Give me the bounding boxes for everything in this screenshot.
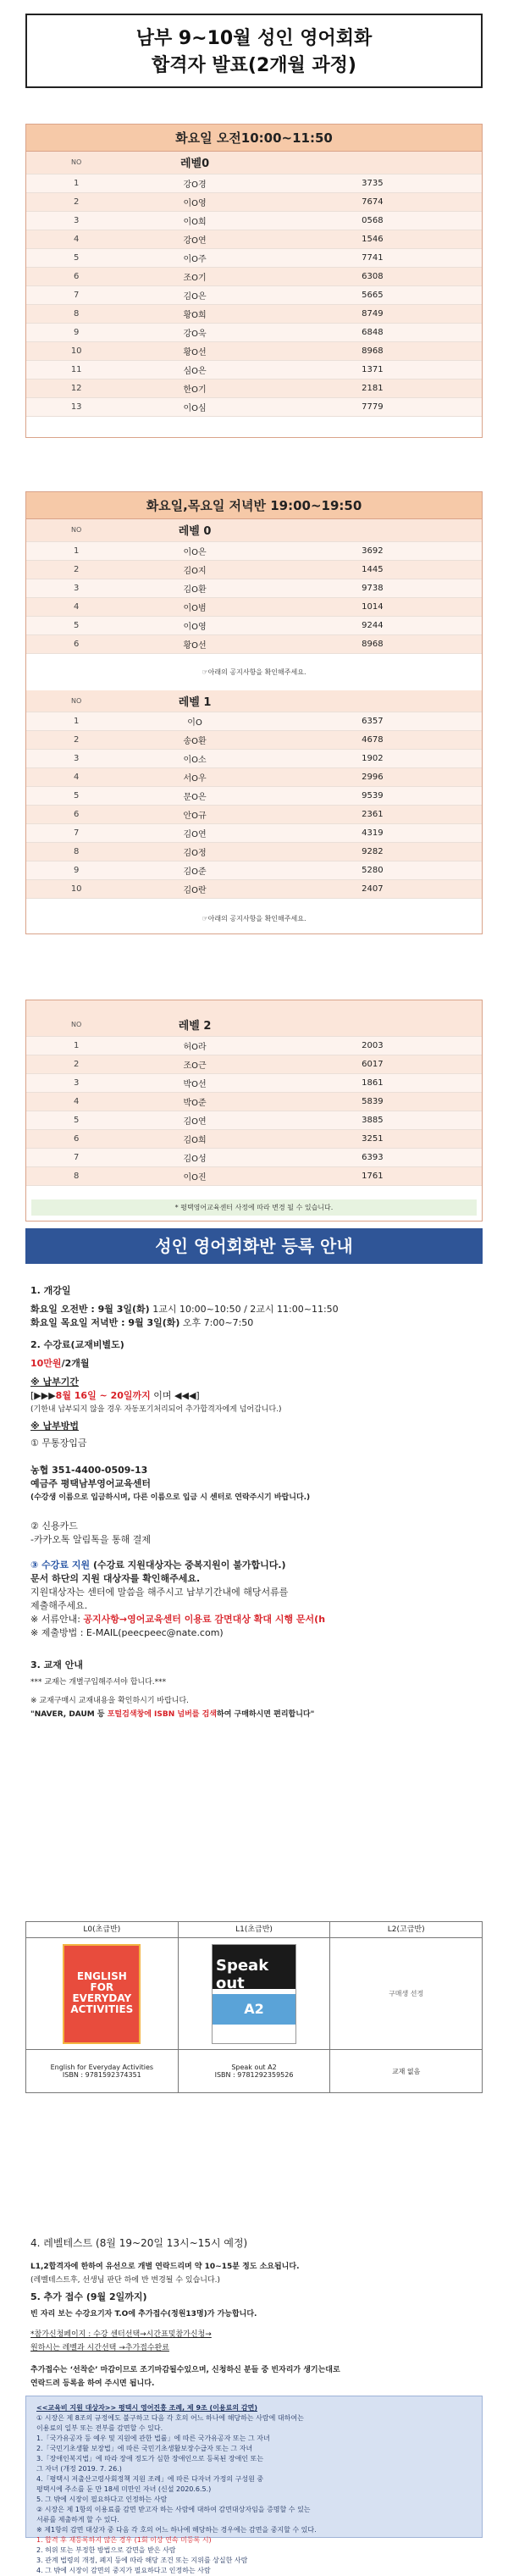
- applicant-name: 허O라: [126, 1036, 262, 1055]
- table-row: [26, 1111, 482, 1129]
- applicant-code: 1546: [263, 230, 482, 248]
- applicant-name: 이O심: [126, 397, 262, 416]
- applicant-name: 조O근: [126, 1055, 262, 1073]
- col-no-header: NO: [26, 1014, 126, 1036]
- applicant-name: 심O은: [126, 360, 262, 379]
- table-row: [26, 397, 482, 416]
- applicant-code: 2181: [263, 379, 482, 397]
- table-header-row: [26, 1014, 482, 1036]
- applicant-name: 이O진: [126, 1166, 262, 1185]
- applicant-name: 김O준: [126, 861, 262, 880]
- table-row: [26, 1129, 482, 1148]
- support-policy-box: <<교육비 지원 대상자>> 평택시 영어진흥 조례, 제 9조 (이용료의 감면) ① 시장은 제 8조의 규정에도 불구하고 다음 각 호의 어느 하나에 해당하는 사람에 대하여는 이용료의 일부 또는 전부를 감면할 수 있다. 1.「국가유공자 등 예우 및 지원에 관한 법률」에 따른 국가유공자 또는 그 자녀 2.「국민기초생활 보장법」에 따른 국민기초생활보장수급자 또는 그 자녀 3.「장애인복지법」에 따라 장애 정도가 심한 장애인으로 등록된 장애인 또는 그 자녀 (개정 2019. 7. 26.) 4.「평택시 저출산고령사회정책 지원 조례」에 따른 다자녀 가정의 구성원 중 평택시에 주소를 둔 만 18세 미만인 자녀 (신설 2020.6.5.) 5. 그 밖에 시장이 필요하다고 인정하는 사람 ② 시장은 제 1항의 이용료를 감면 받고자 하는 사람에 대하여 감면대상자임을 증명할 수 있는 서류를 제출하게 할 수 있다. ※ 제1항의 감면 대상자 중 다음 각 호의 어느 하나에 해당하는 경우에는 감면을 중지할 수 있다. 1. 합격 후 재등록하지 않은 경우 (1회 이상 연속 미등록 시) 2. 허위 또는 부정한 방법으로 감면을 받은 사람 3. 관계 법령의 개정, 폐지 등에 따라 해당 조건 또는 지위를 상실한 사람 4. 그 밖에 시장이 감면의 중지가 필요하다고 인정하는 사람: [25, 2396, 483, 2538]
- table-row: [26, 379, 482, 397]
- applicant-name: 황O희: [126, 304, 262, 323]
- section-header: 화요일,목요일 저녁반 19:00~19:50: [26, 492, 482, 519]
- table-row: [26, 541, 482, 560]
- level-label: 레벨 0: [126, 519, 262, 541]
- row-number: 6: [26, 267, 126, 285]
- book-name: English for Everyday Activities: [50, 2064, 154, 2071]
- applicant-code: 1761: [263, 1166, 482, 1185]
- table-row: [26, 843, 482, 861]
- applicant-name: 이O영: [126, 192, 262, 211]
- table-row: [26, 806, 482, 824]
- applicant-name: 강O연: [126, 230, 262, 248]
- table-row: [26, 230, 482, 248]
- section-5-title: 5. 추가 접수 (9월 2일까지): [30, 2291, 147, 2302]
- row-number: 7: [26, 1148, 126, 1166]
- table-row: [26, 323, 482, 341]
- table-row: [26, 712, 482, 731]
- applicant-name: 김O란: [126, 880, 262, 899]
- row-number: 6: [26, 806, 126, 824]
- applicant-code: 9539: [263, 787, 482, 806]
- applicant-code: 1371: [263, 360, 482, 379]
- row-number: 8: [26, 304, 126, 323]
- fee-amount: 10만원: [30, 1358, 62, 1369]
- table-row: [26, 1036, 482, 1055]
- applicant-code: 4319: [263, 824, 482, 843]
- applicant-code: 6393: [263, 1148, 482, 1166]
- page-title-box: [25, 14, 483, 88]
- row-number: 1: [26, 174, 126, 192]
- applicant-name: 한O기: [126, 379, 262, 397]
- applicant-code: 1902: [263, 750, 482, 768]
- table-row: [26, 579, 482, 597]
- application-guide: *참가신청페이지 : 수강 센터선택→시간표및참가신청→: [30, 2330, 212, 2339]
- row-number: 2: [26, 1055, 126, 1073]
- section-evening: [25, 491, 483, 934]
- applicant-name: 김O은: [126, 285, 262, 304]
- row-number: 5: [26, 1111, 126, 1129]
- table-header-row: [26, 152, 482, 174]
- notice-text: ☞아래의 공지사항을 확인해주세요.: [202, 915, 306, 922]
- table-row: [26, 192, 482, 211]
- applicant-code: 5839: [263, 1092, 482, 1111]
- row-number: 9: [26, 861, 126, 880]
- notice-text: ☞아래의 공지사항을 확인해주세요.: [202, 668, 306, 676]
- applicant-code: 1445: [263, 560, 482, 579]
- document-link[interactable]: 공지사항→영어교육센터 이용료 감면대상 확대 시행 문서(h: [83, 1614, 326, 1625]
- email-contact: ※ 제출방법 : E-MAIL(peecpeec@nate.com): [30, 1627, 224, 1638]
- notice-text: * 평택영어교육센터 사정에 따라 변경 될 수 있습니다.: [31, 1199, 477, 1216]
- applicant-code: 2996: [263, 768, 482, 787]
- table-row: [26, 560, 482, 579]
- applicant-code: 5665: [263, 285, 482, 304]
- row-number: 5: [26, 616, 126, 634]
- table-row: [26, 267, 482, 285]
- table-row: [26, 597, 482, 616]
- table-row: [26, 285, 482, 304]
- book-header-l1: L1(초급반): [179, 1922, 331, 1937]
- section-4-title: 4. 레벨테스트 (8월 19~20일 13시~15시 예정): [30, 2237, 248, 2249]
- applicant-code: 6308: [263, 267, 482, 285]
- book-name: 교재 없음: [391, 2067, 421, 2075]
- applicant-name: 황O선: [126, 341, 262, 360]
- row-number: 2: [26, 731, 126, 750]
- applicant-code: 8968: [263, 634, 482, 653]
- applicant-code: 3735: [263, 174, 482, 192]
- col-no-header: NO: [26, 519, 126, 541]
- table-row: [26, 1166, 482, 1185]
- table-row: [26, 1073, 482, 1092]
- section-header: 화요일 오전10:00~11:50: [26, 125, 482, 152]
- section-level2: [25, 1000, 483, 1222]
- table-row: [26, 861, 482, 880]
- registration-info: 1. 개강일 화요일 오전반 : 9월 3일(화) 1교시 10:00~10:50 / 2교시 11:00~11:50 화요일 목요일 저녁반 : 9월 3일(화) 오후 7:00~7:50 2. 수강료(교재비별도) 10만원/2개월 ※ 납부기간 [▶▶▶8월 16일 ~ 20일까지 이며 ◀◀◀] (기한내 납부되지 않을 경우 자동포기처리되어 추가합격자에게 넘어갑니다.) ※ 납부방법 ① 무통장입금 농협 351-4400-0509-13 예금주 평택남부영어교육센터 (수강생 이름으로 입금하시며, 다른 이름으로 입금 시 센터로 연락주시기 바랍니다.) ② 신용카드 -카카오톡 알림톡을 통해 결제 ③ 수강료 지원 (수강료 지원대상자는 중복지원이 불가합니다.) 문서 하단의 지원 대상자를 확인해주세요. 지원대상자는 센터에 말씀을 해주시고 납부기간내에 해당서류를 제출해주세요. ※ 서류안내: 공지사항→영어교육센터 이용료 감면대상 확대 시행 문서(h ※ 제출방법 : E-MAIL(peecpeec@nate.com) 3. 교재 안내 *** 교재는 개별구입해주셔야 합니다.*** ※ 교재구매시 교재내용을 확인하시기 바랍니다. "NAVER, DAUM 등 포털검색창에 ISBN 넘버를 검색하여 구매하시면 편리합니다": [30, 1284, 479, 1721]
- book-cover-everyday-activities: ENGLISH FOR EVERYDAY ACTIVITIES: [63, 1944, 141, 2044]
- book-header-l0: L0(초급반): [26, 1922, 179, 1937]
- applicant-name: 김O연: [126, 1111, 262, 1129]
- applicant-name: 강O경: [126, 174, 262, 192]
- applicant-name: 김O지: [126, 560, 262, 579]
- applicant-code: 6017: [263, 1055, 482, 1073]
- applicant-code: 5280: [263, 861, 482, 880]
- applicant-code: 6848: [263, 323, 482, 341]
- table-row: [26, 787, 482, 806]
- applicant-code: 7741: [263, 248, 482, 267]
- table-row: [26, 211, 482, 230]
- row-number: 8: [26, 1166, 126, 1185]
- applicant-name: 이O영: [126, 616, 262, 634]
- table-row: [26, 616, 482, 634]
- applicant-code: 9282: [263, 843, 482, 861]
- page-title: 남부 9~10월 성인 영어회화: [135, 28, 373, 49]
- section-2-title: 2. 수강료(교재비별도): [30, 1339, 124, 1350]
- applicant-name: 김O정: [126, 843, 262, 861]
- table-row: [26, 731, 482, 750]
- section-tuesday-morning: [25, 124, 483, 438]
- applicant-code: 1014: [263, 597, 482, 616]
- row-number: 1: [26, 1036, 126, 1055]
- row-number: 6: [26, 634, 126, 653]
- table-row: [26, 1055, 482, 1073]
- results-table: [26, 152, 482, 417]
- book-isbn: ISBN : 9781292359526: [214, 2071, 294, 2079]
- results-table-level0: [26, 519, 482, 654]
- applicant-code: 4678: [263, 731, 482, 750]
- table-header-row: [26, 690, 482, 712]
- applicant-name: 이O: [126, 712, 262, 731]
- table-row: [26, 634, 482, 653]
- applicant-code: 9738: [263, 579, 482, 597]
- applicant-code: 3251: [263, 1129, 482, 1148]
- row-number: 6: [26, 1129, 126, 1148]
- level-label: 레벨 2: [126, 1014, 262, 1036]
- row-number: 7: [26, 285, 126, 304]
- applicant-name: 이O범: [126, 597, 262, 616]
- applicant-code: 9244: [263, 616, 482, 634]
- row-number: 7: [26, 824, 126, 843]
- applicant-name: 박O준: [126, 1092, 262, 1111]
- col-no-header: NO: [26, 152, 126, 174]
- applicant-name: 문O은: [126, 787, 262, 806]
- row-number: 5: [26, 787, 126, 806]
- row-number: 1: [26, 712, 126, 731]
- row-number: 12: [26, 379, 126, 397]
- registration-banner: 성인 영어회화반 등록 안내: [25, 1228, 483, 1264]
- col-no-header: NO: [26, 690, 126, 712]
- row-number: 3: [26, 211, 126, 230]
- table-row: [26, 174, 482, 192]
- payment-period: 8월 16일 ~ 20일까지: [55, 1390, 151, 1401]
- results-table-level1: [26, 690, 482, 900]
- bank-account: 농협 351-4400-0509-13: [30, 1465, 148, 1476]
- applicant-code: 0568: [263, 211, 482, 230]
- applicant-name: 강O욱: [126, 323, 262, 341]
- table-row: [26, 341, 482, 360]
- row-number: 9: [26, 323, 126, 341]
- applicant-name: 송O환: [126, 731, 262, 750]
- applicant-code: 2407: [263, 880, 482, 899]
- table-row: [26, 304, 482, 323]
- table-header-row: [26, 519, 482, 541]
- applicant-code: 7674: [263, 192, 482, 211]
- table-row: [26, 1148, 482, 1166]
- book-name: Speak out A2: [231, 2064, 277, 2071]
- applicant-code: 7779: [263, 397, 482, 416]
- section-1-title: 1. 개강일: [30, 1285, 71, 1296]
- applicant-code: 8968: [263, 341, 482, 360]
- applicant-name: 김O연: [126, 824, 262, 843]
- applicant-name: 이O소: [126, 750, 262, 768]
- section-3-title: 3. 교재 안내: [30, 1659, 83, 1670]
- registration-info-2: 4. 레벨테스트 (8월 19~20일 13시~15시 예정) L1,2합격자에 한하여 유선으로 개별 연락드리며 약 10~15분 정도 소요됩니다. (레벨테스트후, 선생님 판단 하에 반 변경될 수 있습니다.) 5. 추가 접수 (9월 2일까지) 빈 자리 보는 수강요기자 T.O에 추가접수(정원13명)가 가능합니다. *참가신청페이지 : 수강 센터선택→시간표및참가신청→ 원하시는 레벨과 시간선택 →추가접수완료 추가접수는 ‘선착순’ 마감이므로 조기마감될수있으며, 신청하신 분들 중 빈자리가 생기는대로 연락드려 등록을 하여 주시면 됩니다.: [30, 2236, 479, 2390]
- book-isbn: ISBN : 9781592374351: [62, 2071, 141, 2079]
- applicant-code: 3692: [263, 541, 482, 560]
- applicant-name: 이O은: [126, 541, 262, 560]
- level-label: 레벨 1: [126, 690, 262, 712]
- table-row: [26, 360, 482, 379]
- applicant-code: 3885: [263, 1111, 482, 1129]
- applicant-name: 안O규: [126, 806, 262, 824]
- row-number: 10: [26, 880, 126, 899]
- table-row: [26, 880, 482, 899]
- row-number: 3: [26, 750, 126, 768]
- table-row: [26, 824, 482, 843]
- textbook-table: L0(초급반) L1(초급반) L2(고급반) ENGLISH FOR EVERYDAY ACTIVITIES Speak out A2 구매생 선정 English for Everyday Activities ISBN : 9781592374351 Speak out A2 ISBN : 9781292359526 교재 없음: [25, 1921, 483, 2093]
- level-label: 레벨0: [126, 152, 262, 174]
- row-number: 8: [26, 843, 126, 861]
- applicant-name: 김O희: [126, 1129, 262, 1148]
- row-number: 4: [26, 1092, 126, 1111]
- applicant-name: 박O선: [126, 1073, 262, 1092]
- applicant-code: 1861: [263, 1073, 482, 1092]
- applicant-name: 황O선: [126, 634, 262, 653]
- table-row: [26, 768, 482, 787]
- book-header-l2: L2(고급반): [387, 1925, 425, 1934]
- applicant-code: 8749: [263, 304, 482, 323]
- page-subtitle: 합격자 발표(2개월 과정): [151, 55, 356, 76]
- row-number: 10: [26, 341, 126, 360]
- table-row: [26, 248, 482, 267]
- applicant-name: 조O기: [126, 267, 262, 285]
- table-row: [26, 750, 482, 768]
- row-number: 5: [26, 248, 126, 267]
- applicant-name: 이O희: [126, 211, 262, 230]
- row-number: 4: [26, 230, 126, 248]
- row-number: 3: [26, 579, 126, 597]
- applicant-code: 6357: [263, 712, 482, 731]
- applicant-name: 서O우: [126, 768, 262, 787]
- row-number: 2: [26, 560, 126, 579]
- row-number: 11: [26, 360, 126, 379]
- row-number: 4: [26, 597, 126, 616]
- applicant-name: 김O환: [126, 579, 262, 597]
- row-number: 1: [26, 541, 126, 560]
- book-cover-speakout: Speak out A2: [212, 1944, 296, 2044]
- applicant-code: 2003: [263, 1036, 482, 1055]
- applicant-code: 2361: [263, 806, 482, 824]
- applicant-name: 김O성: [126, 1148, 262, 1166]
- table-row: [26, 1092, 482, 1111]
- results-table-level2: [26, 1014, 482, 1186]
- row-number: 2: [26, 192, 126, 211]
- applicant-name: 이O주: [126, 248, 262, 267]
- row-number: 13: [26, 397, 126, 416]
- row-number: 3: [26, 1073, 126, 1092]
- row-number: 4: [26, 768, 126, 787]
